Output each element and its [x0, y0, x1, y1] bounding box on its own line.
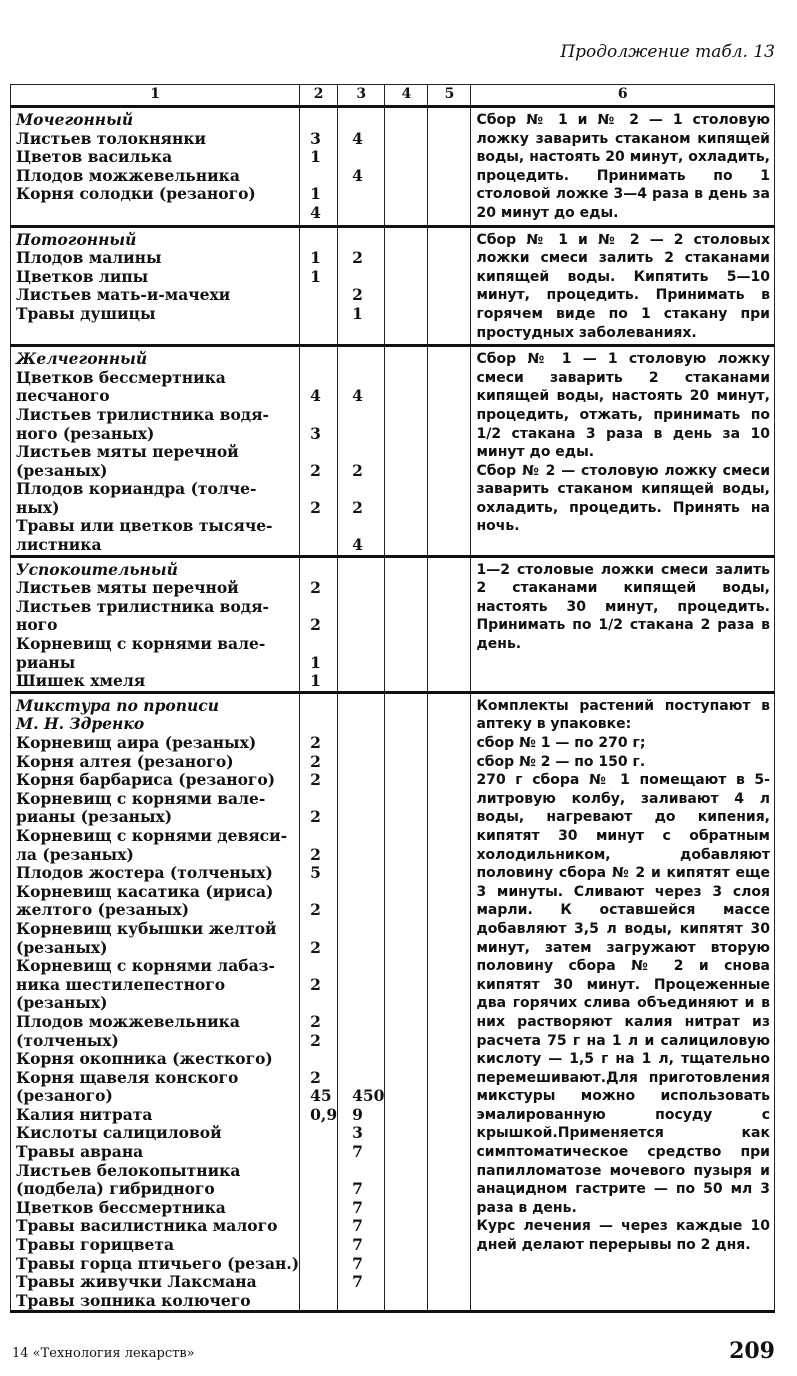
- ingredient-name: ла (резаных): [16, 844, 134, 864]
- ingredient-name: Травы душицы: [16, 303, 156, 323]
- amount-col2: [300, 827, 337, 846]
- section-title: М. Н. Здренко: [16, 714, 145, 734]
- amount-col3: [338, 111, 384, 130]
- ingredient-name: (резаных): [16, 937, 108, 957]
- amount-col2: [300, 1143, 337, 1162]
- section-title: Желчегонный: [16, 349, 148, 369]
- cell-col-6: [471, 692, 775, 1312]
- amount-col3: [338, 480, 384, 499]
- section-title: Потогонный: [16, 229, 137, 249]
- amount-col3: [338, 654, 384, 673]
- amount-col2: 1: [310, 184, 321, 204]
- amount-col2: 2: [310, 1011, 321, 1031]
- amount-col3: [338, 715, 384, 734]
- ingredient-name: Корня окопника (жесткого): [16, 1049, 273, 1069]
- ingredient-name: ных): [16, 497, 60, 517]
- instruction-text: 270 г сбора № 1 помещают в 5-литровую колбу, заливают 4 л воды, нагревают до кипения, кипятят 30 минут с обратным холодильником, добавляют половину сбора № 2 и кипятят еще 3 минуты. Сливают через 3 слоя марли. К оставшейся массе добавляют 3,5 л воды, кипятят 30 минут, затем загружают вторую половину сбора № 2 и снова кипятят 30 минут. Процеженные два горячих слива объединяют и в них растворяют калия нитрат из расчета 75 г на 1 л и салициловую кислоту — 1,5 г на 1 л, тщательно перемешивают.Для приготовления микстуры можно использовать эмалированную посуду с крышкой.Применяется как симптоматическое средство при папилломатозе мочевого пузыря и анацидном гастрите — по 50 мл 3 раза в день.: [476, 772, 770, 1216]
- amount-col3: 2: [352, 285, 363, 305]
- amount-col3: [338, 920, 384, 939]
- amount-col2: 3: [310, 423, 321, 443]
- amount-col3: [338, 369, 384, 388]
- amount-col3: [338, 579, 384, 598]
- amount-col3: [338, 790, 384, 809]
- amount-col3: [338, 231, 384, 250]
- instruction-text: сбор № 2 — по 150 г.: [476, 753, 646, 770]
- ingredient-name: Травы аврана: [16, 1142, 144, 1162]
- amount-col2: [300, 697, 337, 716]
- cell-col-5: [428, 346, 471, 557]
- amount-col3: [338, 425, 384, 444]
- amount-col2: 1: [310, 671, 321, 691]
- amount-col2: 2: [310, 615, 321, 635]
- cell-col-4: [385, 226, 428, 346]
- ingredient-name: Листьев трилистника водя-: [16, 596, 269, 616]
- cell-col-6: [471, 346, 775, 557]
- amount-col3: [338, 204, 384, 223]
- ingredient-name: Листьев толокнянки: [16, 128, 207, 148]
- instruction-text: Сбор № 1 — 1 столовую ложку смеси заварить 2 стаканами кипящей воды, настоять 20 минут, процедить, отжать, принимать по 1/2 стакана 3 раза в день за 10 минут до еды.: [476, 351, 770, 461]
- amount-col3: 4: [352, 165, 363, 185]
- amount-col2: 1: [310, 652, 321, 672]
- amount-col2: [300, 883, 337, 902]
- amount-col2: [300, 443, 337, 462]
- ingredient-name: Плодов можжевельника: [16, 165, 240, 185]
- cell-col-5: [428, 692, 471, 1312]
- amount-col2: [300, 920, 337, 939]
- amount-col2: [300, 790, 337, 809]
- cell-col-1: [11, 556, 300, 692]
- ingredient-name: желтого (резаных): [16, 900, 190, 920]
- amount-col3: [338, 939, 384, 958]
- amount-col3: [338, 1013, 384, 1032]
- table-row: [11, 346, 775, 557]
- ingredient-name: (резаных): [16, 460, 108, 480]
- ingredient-name: листника: [16, 535, 102, 555]
- amount-col2: 2: [310, 900, 321, 920]
- ingredient-name: Плодов кориандра (толче-: [16, 479, 257, 499]
- amount-col3: [338, 148, 384, 167]
- amount-col3: [338, 901, 384, 920]
- section-title: Успокоительный: [16, 559, 178, 579]
- amount-col3: 7: [352, 1272, 363, 1292]
- instruction-text: сбор № 1 — по 270 г;: [476, 735, 646, 751]
- instruction-text: 1—2 столовые ложки смеси залить 2 стаканами кипящей воды, настоять 30 минут, процедить. Принимать по 1/2 стакана 2 раза в день.: [476, 561, 770, 653]
- cell-col-4: [385, 107, 428, 227]
- amount-col2: 1: [310, 266, 321, 286]
- amount-col2: [300, 957, 337, 976]
- ingredient-name: Листьев мяты перечной: [16, 578, 239, 598]
- amount-col2: 2: [310, 751, 321, 771]
- ingredient-name: Травы зопника колючего: [16, 1290, 251, 1310]
- amount-col2: 2: [310, 937, 321, 957]
- amount-col2: [300, 715, 337, 734]
- amount-col3: 7: [352, 1197, 363, 1217]
- cell-col-3: [338, 692, 385, 1312]
- amount-col2: [300, 1124, 337, 1143]
- ingredient-name: Кислоты салициловой: [16, 1123, 222, 1143]
- amount-col3: [338, 598, 384, 617]
- amount-col2: [300, 286, 337, 305]
- column-header: 2: [300, 85, 338, 107]
- amount-col2: [300, 350, 337, 369]
- ingredient-name: ника шестилепестного: [16, 974, 226, 994]
- amount-col2: [300, 1255, 337, 1274]
- ingredient-name: Листьев трилистника водя-: [16, 404, 269, 424]
- amount-col2: 4: [310, 202, 321, 222]
- herbal-table: [10, 84, 775, 1313]
- amount-col3: 7: [352, 1179, 363, 1199]
- section-title: Микстура по прописи: [16, 695, 219, 715]
- amount-col2: 1: [310, 147, 321, 167]
- ingredient-name: Шишек хмеля: [16, 671, 146, 691]
- cell-col-5: [428, 556, 471, 692]
- amount-col3: [338, 350, 384, 369]
- amount-col2: 2: [310, 770, 321, 790]
- cell-col-3: [338, 556, 385, 692]
- ingredient-name: Цветов василька: [16, 147, 173, 167]
- amount-col3: 2: [352, 460, 363, 480]
- amount-col2: [300, 324, 337, 343]
- amount-col2: [300, 994, 337, 1013]
- amount-col3: [338, 697, 384, 716]
- amount-col2: [300, 1050, 337, 1069]
- amount-col2: 45: [310, 1086, 332, 1106]
- cell-col-1: [11, 226, 300, 346]
- amount-col2: 3: [310, 128, 321, 148]
- amount-col3: [338, 1032, 384, 1051]
- ingredient-name: Корневищ с корнями вале-: [16, 634, 266, 654]
- ingredient-name: Корня щавеля конского: [16, 1067, 239, 1087]
- amount-col3: [338, 734, 384, 753]
- amount-col3: [338, 268, 384, 287]
- ingredient-name: Травы или цветков тысяче-: [16, 516, 273, 536]
- cell-col-2: [300, 692, 338, 1312]
- column-header: 5: [428, 85, 471, 107]
- instruction-text: Сбор № 1 и № 2 — 2 столовых ложки смеси залить 2 стаканами кипящей воды. Кипятить 5—10 минут, процедить. Принимать в горячем виде по 1 стакану при простудных заболеваниях.: [476, 231, 770, 341]
- ingredient-name: Листьев белокопытника: [16, 1160, 241, 1180]
- cell-col-2: [300, 346, 338, 557]
- amount-col2: [300, 480, 337, 499]
- amount-col2: [300, 635, 337, 654]
- amount-col3: 7: [352, 1235, 363, 1255]
- amount-col3: [338, 1292, 384, 1311]
- ingredient-name: ного: [16, 615, 58, 635]
- cell-col-3: [338, 107, 385, 227]
- amount-col3: 2: [352, 248, 363, 268]
- ingredient-name: рианы (резаных): [16, 807, 173, 827]
- cell-col-4: [385, 556, 428, 692]
- column-header: 3: [338, 85, 385, 107]
- ingredient-name: Корневищ аира (резаных): [16, 733, 257, 752]
- cell-col-4: [385, 692, 428, 1312]
- amount-col3: [338, 672, 384, 691]
- cell-col-2: [300, 107, 338, 227]
- amount-col3: 2: [352, 497, 363, 517]
- ingredient-name: песчаного: [16, 386, 110, 406]
- column-header: 4: [385, 85, 428, 107]
- cell-col-5: [428, 107, 471, 227]
- amount-col3: [338, 616, 384, 635]
- amount-col3: [338, 635, 384, 654]
- cell-col-6: [471, 556, 775, 692]
- amount-col3: [338, 406, 384, 425]
- ingredient-name: Калия нитрата: [16, 1104, 153, 1124]
- ingredient-name: рианы: [16, 652, 76, 672]
- amount-col3: [338, 846, 384, 865]
- cell-col-1: [11, 107, 300, 227]
- amount-col2: 5: [310, 863, 321, 883]
- amount-col2: 2: [310, 974, 321, 994]
- amount-col3: [338, 994, 384, 1013]
- amount-col3: 4: [352, 535, 363, 555]
- amount-col2: [300, 536, 337, 555]
- amount-col3: [338, 324, 384, 343]
- ingredient-name: Корневищ кубышки желтой: [16, 918, 277, 938]
- amount-col2: 4: [310, 386, 321, 406]
- amount-col2: [300, 111, 337, 130]
- amount-col3: [338, 1069, 384, 1088]
- amount-col3: [338, 827, 384, 846]
- amount-col2: [300, 1217, 337, 1236]
- amount-col3: 4: [352, 386, 363, 406]
- ingredient-name: Плодов малины: [16, 248, 162, 268]
- ingredient-name: Корневищ касатика (ириса): [16, 881, 274, 901]
- amount-col2: [300, 517, 337, 536]
- table-row: [11, 107, 775, 227]
- ingredient-name: Листьев мяты перечной: [16, 442, 239, 462]
- ingredient-name: (резаных): [16, 993, 108, 1013]
- amount-col2: [300, 1292, 337, 1311]
- amount-col2: [300, 1180, 337, 1199]
- amount-col3: [338, 1050, 384, 1069]
- page-number: 209: [729, 1338, 775, 1364]
- amount-col2: 2: [310, 497, 321, 517]
- ingredient-name: Корневищ с корнями девяси-: [16, 825, 288, 845]
- ingredient-name: (подбела) гибридного: [16, 1179, 215, 1199]
- ingredient-name: Корня солодки (резаного): [16, 184, 256, 204]
- amount-col2: 2: [310, 460, 321, 480]
- amount-col2: [300, 1199, 337, 1218]
- ingredient-name: Травы горицвета: [16, 1235, 175, 1255]
- amount-col3: [338, 517, 384, 536]
- table-row: [11, 556, 775, 692]
- ingredient-name: Корневищ с корнями лабаз-: [16, 956, 275, 976]
- amount-col3: 7: [352, 1253, 363, 1273]
- amount-col2: [300, 167, 337, 186]
- amount-col3: 4: [352, 128, 363, 148]
- ingredient-name: [16, 204, 299, 223]
- table-header-row: [11, 85, 775, 107]
- column-header: 6: [471, 85, 775, 107]
- column-header: 1: [11, 85, 300, 107]
- cell-col-6: [471, 226, 775, 346]
- amount-col2: 2: [310, 578, 321, 598]
- cell-col-3: [338, 346, 385, 557]
- amount-col3: [338, 976, 384, 995]
- cell-col-1: [11, 346, 300, 557]
- ingredient-name: Травы горца птичьего (резан.): [16, 1253, 300, 1273]
- cell-col-3: [338, 226, 385, 346]
- amount-col3: [338, 864, 384, 883]
- amount-col2: [300, 1162, 337, 1181]
- amount-col2: [300, 231, 337, 250]
- continuation-label: Продолжение табл. 13: [560, 42, 775, 62]
- amount-col3: [338, 1162, 384, 1181]
- table-row: [11, 226, 775, 346]
- amount-col3: [338, 443, 384, 462]
- amount-col3: 3: [352, 1123, 363, 1143]
- ingredient-name: [16, 324, 299, 343]
- instruction-text: Курс лечения — через каждые 10 дней делают перерывы по 2 дня.: [476, 1218, 770, 1254]
- instruction-text: Сбор № 1 и № 2 — 1 столовую ложку заварить стаканом кипящей воды, настоять 20 минут, охладить, процедить. Принимать по 1 столовой ложке 3—4 раза в день за 20 минут до еды.: [476, 112, 770, 221]
- ingredient-name: Цветков липы: [16, 266, 149, 286]
- cell-col-2: [300, 556, 338, 692]
- amount-col2: 2: [310, 807, 321, 827]
- ingredient-name: Корня барбариса (резаного): [16, 770, 276, 790]
- amount-col2: [300, 1236, 337, 1255]
- ingredient-name: Плодов жостера (толченых): [16, 863, 273, 883]
- amount-col3: [338, 771, 384, 790]
- amount-col2: 2: [310, 1067, 321, 1087]
- ingredient-name: Цветков бессмертника: [16, 1197, 226, 1217]
- footer-source: 14 «Технология лекарств»: [12, 1346, 195, 1361]
- amount-col3: [338, 185, 384, 204]
- cell-col-4: [385, 346, 428, 557]
- amount-col3: [338, 957, 384, 976]
- ingredient-name: Корня алтея (резаного): [16, 751, 234, 771]
- amount-col2: [300, 561, 337, 580]
- amount-col3: [338, 753, 384, 772]
- amount-col3: 9: [352, 1104, 363, 1124]
- ingredient-name: (толченых): [16, 1030, 119, 1050]
- ingredient-name: Корневищ с корнями вале-: [16, 788, 266, 808]
- cell-col-1: [11, 692, 300, 1312]
- amount-col3: [338, 561, 384, 580]
- amount-col2: [300, 305, 337, 324]
- amount-col3: [338, 808, 384, 827]
- ingredient-name: Травы живучки Лаксмана: [16, 1272, 257, 1292]
- section-title: Мочегонный: [16, 110, 134, 129]
- amount-col2: 1: [310, 248, 321, 268]
- amount-col3: 1: [352, 303, 363, 323]
- instruction-text: Сбор № 2 — столовую ложку смеси заварить стаканом кипящей воды, охладить, процедить. Принять на ночь.: [476, 462, 770, 535]
- amount-col2: 2: [310, 1030, 321, 1050]
- amount-col2: [300, 369, 337, 388]
- ingredient-name: Листьев мать-и-мачехи: [16, 285, 231, 305]
- ingredient-name: (резаного): [16, 1086, 113, 1106]
- table-row: [11, 692, 775, 1312]
- cell-col-2: [300, 226, 338, 346]
- amount-col3: 7: [352, 1216, 363, 1236]
- ingredient-name: Травы василистника малого: [16, 1216, 278, 1236]
- amount-col3: 7: [352, 1142, 363, 1162]
- amount-col2: 2: [310, 844, 321, 864]
- instruction-text: Комплекты растений поступают в аптеку в упаковке:: [476, 697, 770, 733]
- ingredient-name: Плодов можжевельника: [16, 1011, 240, 1031]
- amount-col2: 2: [310, 733, 321, 752]
- amount-col3: 450: [352, 1086, 385, 1106]
- amount-col2: [300, 406, 337, 425]
- cell-col-5: [428, 226, 471, 346]
- ingredient-name: ного (резаных): [16, 423, 155, 443]
- ingredient-name: Цветков бессмертника: [16, 367, 226, 387]
- amount-col2: [300, 598, 337, 617]
- amount-col3: [338, 883, 384, 902]
- cell-col-6: [471, 107, 775, 227]
- amount-col2: [300, 1273, 337, 1292]
- amount-col2: 0,9: [310, 1104, 338, 1124]
